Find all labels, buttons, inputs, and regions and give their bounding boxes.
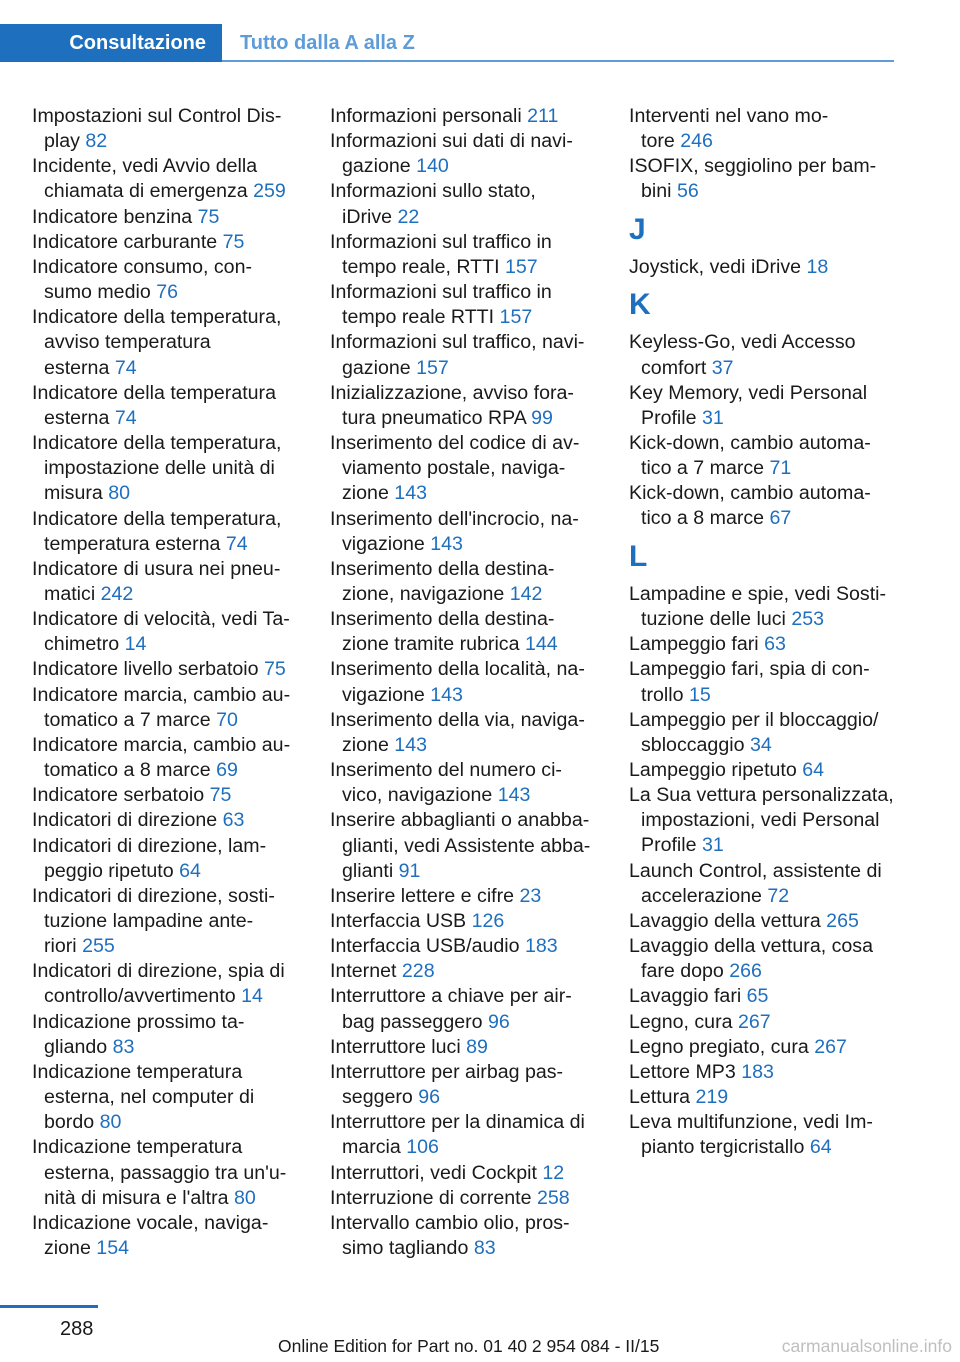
- index-entry: [330, 1110, 602, 1160]
- page-reference-link[interactable]: 75: [222, 230, 245, 253]
- index-entry: [330, 1060, 602, 1110]
- edition-note: Online Edition for Part no. 01 40 2 954 084 - II/15: [278, 1336, 660, 1356]
- index-entry: [629, 783, 899, 858]
- index-entry: [330, 431, 602, 506]
- index-entry-text: Indicatore benzina: [32, 205, 193, 228]
- index-column-2: [330, 104, 602, 1261]
- page-reference-link[interactable]: 14: [124, 633, 147, 656]
- index-entry-text: Informazioni sul traffico in tempo reale, RTTI: [330, 230, 552, 278]
- page-reference-link[interactable]: 64: [802, 759, 825, 782]
- index-entry: [629, 909, 899, 934]
- index-entry-text: Interfaccia USB: [330, 910, 467, 932]
- index-entry: [32, 834, 300, 884]
- page-reference-link[interactable]: 80: [99, 1111, 122, 1134]
- index-entry: [330, 507, 602, 557]
- page-reference-link[interactable]: 70: [216, 708, 238, 731]
- page-number: 288: [60, 1318, 94, 1340]
- index-entry-text: Indicatore marcia, cambio au- tomatico a 7 marce: [32, 683, 291, 731]
- index-entry-text: Indicatore di usura nei pneu- matici: [32, 557, 281, 605]
- index-entry-text: Inserimento del codice di av- viamento postale, naviga- zione: [330, 432, 580, 505]
- page-reference-link[interactable]: 22: [397, 205, 420, 228]
- page-reference-link[interactable]: 157: [505, 255, 538, 278]
- index-entry: [629, 431, 899, 481]
- page-reference-link[interactable]: 83: [112, 1035, 135, 1058]
- page-reference-link[interactable]: 12: [542, 1161, 565, 1184]
- index-entry: [330, 758, 602, 808]
- index-entry-text: Indicatore consumo, con- sumo medio: [32, 255, 252, 304]
- page-reference-link[interactable]: 18: [806, 255, 829, 278]
- page-reference-link[interactable]: 83: [473, 1237, 496, 1260]
- index-entry-text: Indicatore marcia, cambio au- tomatico a 8 marce: [32, 733, 291, 782]
- page-reference-link[interactable]: 23: [519, 884, 542, 907]
- index-entry-text: Interventi nel vano mo- tore: [629, 105, 829, 153]
- index-entry-text: Inizializzazione, avviso fora- tura pneumatico RPA: [330, 381, 574, 429]
- page-reference-link[interactable]: 143: [394, 733, 427, 756]
- index-entry-text: Internet: [330, 960, 397, 983]
- index-entry: [330, 381, 602, 431]
- index-entry: [629, 1060, 899, 1085]
- index-entry: [330, 909, 602, 934]
- page-reference-link[interactable]: 126: [471, 910, 505, 932]
- index-entry-text: Joystick, vedi iDrive: [629, 255, 802, 278]
- index-entry: [32, 1135, 300, 1210]
- index-entry: [32, 104, 300, 154]
- index-entry-text: Indicatore della temperatura, avviso temperatura esterna: [32, 306, 282, 379]
- header-divider: [222, 60, 894, 62]
- page-reference-link[interactable]: 106: [406, 1136, 439, 1159]
- index-entry: [32, 255, 300, 305]
- index-entry: [32, 1060, 300, 1135]
- index-entry: [330, 280, 602, 330]
- tab-consultazione: Consultazione: [0, 24, 222, 62]
- page-reference-link[interactable]: 253: [791, 608, 825, 631]
- page-reference-link[interactable]: 99: [531, 406, 553, 429]
- index-entry: [330, 330, 602, 380]
- index-entry: [330, 1161, 602, 1186]
- index-entry-text: Lampeggio fari, spia di con- trollo: [629, 658, 870, 706]
- index-entry-text: Lavaggio fari: [629, 985, 742, 1008]
- page-reference-link[interactable]: 37: [711, 356, 734, 379]
- section-letter-text: L: [629, 539, 648, 573]
- index-entry-text: Interruttore luci: [330, 1035, 461, 1058]
- page-reference-link[interactable]: 64: [809, 1136, 832, 1159]
- index-entry-text: Intervallo cambio olio, pros- simo tagliando: [330, 1211, 570, 1260]
- index-entry: [629, 582, 899, 632]
- index-entry-text: Interfaccia USB/audio: [330, 935, 520, 958]
- index-entry: [330, 959, 602, 984]
- section-letter: [629, 205, 899, 255]
- index-entry: [32, 607, 300, 657]
- index-entry: [32, 557, 300, 607]
- page-reference-link[interactable]: 143: [394, 482, 427, 505]
- index-entry-text: Inserimento dell'incrocio, na- vigazione: [330, 507, 579, 555]
- page-reference-link[interactable]: 265: [826, 909, 859, 932]
- watermark: carmanualsonline.info: [781, 1336, 952, 1356]
- page-reference-link[interactable]: 14: [241, 985, 263, 1008]
- page-reference-link[interactable]: 143: [430, 532, 463, 555]
- index-entry: [32, 808, 300, 833]
- index-entry-text: Indicatore della temperatura, impostazione delle unità di misura: [32, 432, 282, 505]
- page-reference-link[interactable]: 82: [85, 130, 108, 153]
- section-letter-text: K: [629, 288, 651, 322]
- index-entry: [32, 1211, 300, 1261]
- index-entry: [629, 1010, 899, 1035]
- page-reference-link[interactable]: 75: [209, 784, 232, 807]
- index-entry-text: Indicatore di velocità, vedi Ta- chimetro: [32, 608, 290, 656]
- index-entry-text: Kick-down, cambio automa- tico a 8 marce: [629, 482, 871, 530]
- page-reference-link[interactable]: 64: [179, 859, 201, 882]
- index-entry-text: Inserimento del numero ci- vico, navigazione: [330, 759, 562, 807]
- index-entry: [629, 758, 899, 783]
- index-entry-text: Interruttori, vedi Cockpit: [330, 1161, 537, 1184]
- index-entry-text: Inserire abbaglianti o anabba- glianti, vedi Assistente abba- glianti: [330, 809, 591, 882]
- page-reference-link[interactable]: 91: [398, 859, 421, 882]
- index-entry-text: Informazioni sullo stato, iDrive: [330, 180, 536, 228]
- index-entry: [330, 1186, 602, 1211]
- index-entry-text: Legno pregiato, cura: [629, 1035, 809, 1058]
- index-entry: [330, 1211, 602, 1261]
- index-entry: [32, 884, 300, 959]
- index-entry-text: Impostazioni sul Control Dis- play: [32, 105, 282, 153]
- index-entry-text: Informazioni sui dati di navi- gazione: [330, 130, 573, 178]
- page-reference-link[interactable]: 255: [82, 935, 115, 958]
- index-entry-text: Lampeggio ripetuto: [629, 759, 797, 782]
- index-entry-text: Lavaggio della vettura: [629, 909, 821, 932]
- index-entry: [32, 205, 300, 230]
- index-entry: [330, 708, 602, 758]
- index-entry: [32, 507, 300, 557]
- index-entry: [330, 884, 602, 909]
- page-reference-link[interactable]: 74: [114, 406, 137, 429]
- index-entry: [629, 1110, 899, 1160]
- index-entry-text: Indicatore della temperatura, temperatura esterna: [32, 507, 282, 555]
- index-entry-text: Lampadine e spie, vedi Sosti- tuzione delle luci: [629, 582, 887, 631]
- page-reference-link[interactable]: 80: [233, 1186, 256, 1209]
- page-reference-link[interactable]: 96: [488, 1010, 510, 1033]
- index-entry-text: Inserimento della via, naviga- zione: [330, 708, 585, 756]
- index-entry: [32, 683, 300, 733]
- index-entry: [330, 557, 602, 607]
- index-entry: [32, 381, 300, 431]
- page-reference-link[interactable]: 157: [416, 356, 449, 379]
- index-entry: [32, 431, 300, 506]
- index-entry-text: Indicatori di direzione, sosti- tuzione lampadine ante- riori: [32, 884, 275, 958]
- index-entry-text: Inserire lettere e cifre: [330, 884, 515, 907]
- index-entry: [32, 230, 300, 255]
- index-entry: [32, 657, 300, 682]
- index-entry: [629, 481, 899, 531]
- index-entry: [32, 1010, 300, 1060]
- page-reference-link[interactable]: 183: [741, 1060, 774, 1083]
- page-reference-link[interactable]: 154: [96, 1237, 129, 1260]
- index-entry-text: Indicatore carburante: [32, 230, 218, 253]
- index-entry: [629, 381, 899, 431]
- index-entry-text: Inserimento della località, na- vigazione: [330, 658, 585, 706]
- page-reference-link[interactable]: 74: [225, 532, 248, 555]
- page-reference-link[interactable]: 246: [680, 130, 713, 153]
- index-entry: [32, 733, 300, 783]
- index-entry-text: Indicazione temperatura esterna, passaggio tra un'u- nità di misura e l'altra: [32, 1136, 287, 1209]
- page-reference-link[interactable]: 69: [216, 759, 238, 782]
- index-entry-text: Lettura: [629, 1086, 691, 1109]
- index-entry-text: Indicatori di direzione: [32, 809, 218, 832]
- page-reference-link[interactable]: 211: [527, 105, 559, 127]
- index-entry-text: Kick-down, cambio automa- tico a 7 marce: [629, 432, 871, 480]
- index-entry: [330, 230, 602, 280]
- index-column-1: [32, 104, 300, 1261]
- page-reference-link[interactable]: 142: [509, 582, 543, 605]
- page-reference-link[interactable]: 31: [702, 834, 724, 857]
- index-entry: [629, 330, 899, 380]
- index-entry: [330, 1035, 602, 1060]
- index-entry-text: La Sua vettura personalizzata, impostazioni, vedi Personal Profile: [629, 784, 894, 857]
- index-entry: [32, 959, 300, 1009]
- index-entry-text: Key Memory, vedi Personal Profile: [629, 381, 868, 429]
- tab-tutto-dalla-a-alla-z: Tutto dalla A alla Z: [240, 31, 415, 54]
- index-entry-text: Inserimento della destina- zione, navigazione: [330, 557, 555, 605]
- index-entry-text: Incidente, vedi Avvio della chiamata di emergenza: [32, 155, 258, 203]
- index-entry: [330, 129, 602, 179]
- page-reference-link[interactable]: 144: [524, 633, 558, 656]
- index-column-3: [629, 104, 899, 1161]
- page-reference-link[interactable]: 31: [702, 406, 724, 429]
- page-reference-link[interactable]: 65: [746, 985, 769, 1008]
- section-letter-text: J: [629, 212, 646, 246]
- page-reference-link[interactable]: 267: [814, 1035, 847, 1058]
- page-reference-link[interactable]: 63: [764, 633, 786, 656]
- page-reference-link[interactable]: 34: [749, 733, 772, 756]
- index-entry: [629, 859, 899, 909]
- page-reference-link[interactable]: 143: [430, 683, 463, 706]
- index-entry: [330, 104, 602, 129]
- page-reference-link[interactable]: 259: [253, 180, 286, 203]
- index-entry-text: Informazioni sul traffico in tempo reale RTTI: [330, 281, 552, 329]
- header-bar: [0, 0, 960, 62]
- section-letter: [629, 280, 899, 330]
- index-entry: [629, 632, 899, 657]
- index-entry: [330, 179, 602, 229]
- index-entry-text: Lampeggio per il bloccaggio/ sbloccaggio: [629, 708, 879, 756]
- index-entry-text: Indicatore livello serbatoio: [32, 658, 259, 681]
- index-entry-text: Indicatore serbatoio: [32, 784, 205, 807]
- page-reference-link[interactable]: 183: [524, 935, 558, 958]
- index-entry: [629, 255, 899, 280]
- index-entry: [330, 657, 602, 707]
- index-entry: [330, 984, 602, 1034]
- index-entry-text: Interruzione di corrente: [330, 1186, 532, 1209]
- page-reference-link[interactable]: 75: [197, 205, 220, 228]
- index-entry-text: Informazioni sul traffico, navi- gazione: [330, 331, 585, 379]
- index-entry-text: Indicazione prossimo ta- gliando: [32, 1010, 245, 1058]
- index-entry-text: ISOFIX, seggiolino per bam- bini: [629, 155, 877, 203]
- page-reference-link[interactable]: 67: [769, 507, 792, 530]
- index-entry-text: Lavaggio della vettura, cosa fare dopo: [629, 935, 873, 983]
- page-reference-link[interactable]: 75: [264, 658, 286, 681]
- index-entry-text: Keyless-Go, vedi Accesso comfort: [629, 331, 856, 379]
- index-entry: [629, 104, 899, 154]
- index-entry-text: Inserimento della destina- zione tramite rubrica: [330, 608, 555, 656]
- index-entry-text: Leva multifunzione, vedi Im- pianto tergicristallo: [629, 1111, 873, 1159]
- index-entry: [629, 1035, 899, 1060]
- page-reference-link[interactable]: 258: [536, 1186, 570, 1209]
- page-reference-link[interactable]: 56: [676, 180, 699, 203]
- index-entry-text: Lettore MP3: [629, 1060, 736, 1083]
- index-entry: [629, 708, 899, 758]
- index-entry: [629, 1085, 899, 1110]
- page-reference-link[interactable]: 219: [695, 1086, 729, 1109]
- page-reference-link[interactable]: 72: [767, 884, 790, 907]
- index-entry: [330, 607, 602, 657]
- page-reference-link[interactable]: 71: [769, 457, 792, 480]
- page-reference-link[interactable]: 228: [401, 960, 435, 983]
- index-entry-text: Interruttore per la dinamica di marcia: [330, 1111, 585, 1159]
- index-entry: [32, 154, 300, 204]
- index-entry-text: Interruttore per airbag pas- seggero: [330, 1060, 564, 1109]
- index-entry-text: Launch Control, assistente di accelerazione: [629, 859, 882, 907]
- index-entry-text: Legno, cura: [629, 1010, 733, 1033]
- index-entry: [629, 934, 899, 984]
- index-entry: [629, 984, 899, 1009]
- index-entry-text: Indicatori di direzione, spia di controllo/avvertimento: [32, 960, 285, 1008]
- index-entry: [330, 934, 602, 959]
- page-reference-link[interactable]: 157: [499, 306, 533, 329]
- index-entry-text: Indicazione temperatura esterna, nel computer di bordo: [32, 1060, 255, 1134]
- index-entry-text: Lampeggio fari: [629, 633, 759, 656]
- index-entry-text: Indicazione vocale, naviga- zione: [32, 1211, 269, 1260]
- page-reference-link[interactable]: 242: [100, 582, 134, 605]
- page-reference-link[interactable]: 143: [497, 784, 531, 807]
- index-entry: [32, 783, 300, 808]
- page-reference-link[interactable]: 266: [729, 960, 762, 983]
- index-entry: [330, 808, 602, 883]
- index-entry: [629, 154, 899, 204]
- index-entry: [629, 657, 899, 707]
- page-reference-link[interactable]: 76: [156, 281, 178, 304]
- footer-divider: [0, 1305, 98, 1308]
- page-reference-link[interactable]: 89: [466, 1035, 488, 1058]
- page-reference-link[interactable]: 80: [108, 482, 131, 505]
- index-entry-text: Interruttore a chiave per air- bag passeggero: [330, 985, 572, 1033]
- page-reference-link[interactable]: 15: [688, 683, 711, 706]
- index-entry-text: Indicatore della temperatura esterna: [32, 381, 276, 429]
- page-reference-link[interactable]: 267: [737, 1010, 771, 1033]
- page-reference-link[interactable]: 96: [418, 1086, 441, 1109]
- index-entry: [32, 305, 300, 380]
- page-reference-link[interactable]: 63: [222, 809, 245, 832]
- page-reference-link[interactable]: 74: [114, 356, 137, 379]
- index-entry-text: Indicatori di direzione, lam- peggio ripetuto: [32, 834, 267, 882]
- page-reference-link[interactable]: 140: [416, 155, 449, 178]
- index-entry-text: Informazioni personali: [330, 105, 522, 127]
- section-letter: [629, 532, 899, 582]
